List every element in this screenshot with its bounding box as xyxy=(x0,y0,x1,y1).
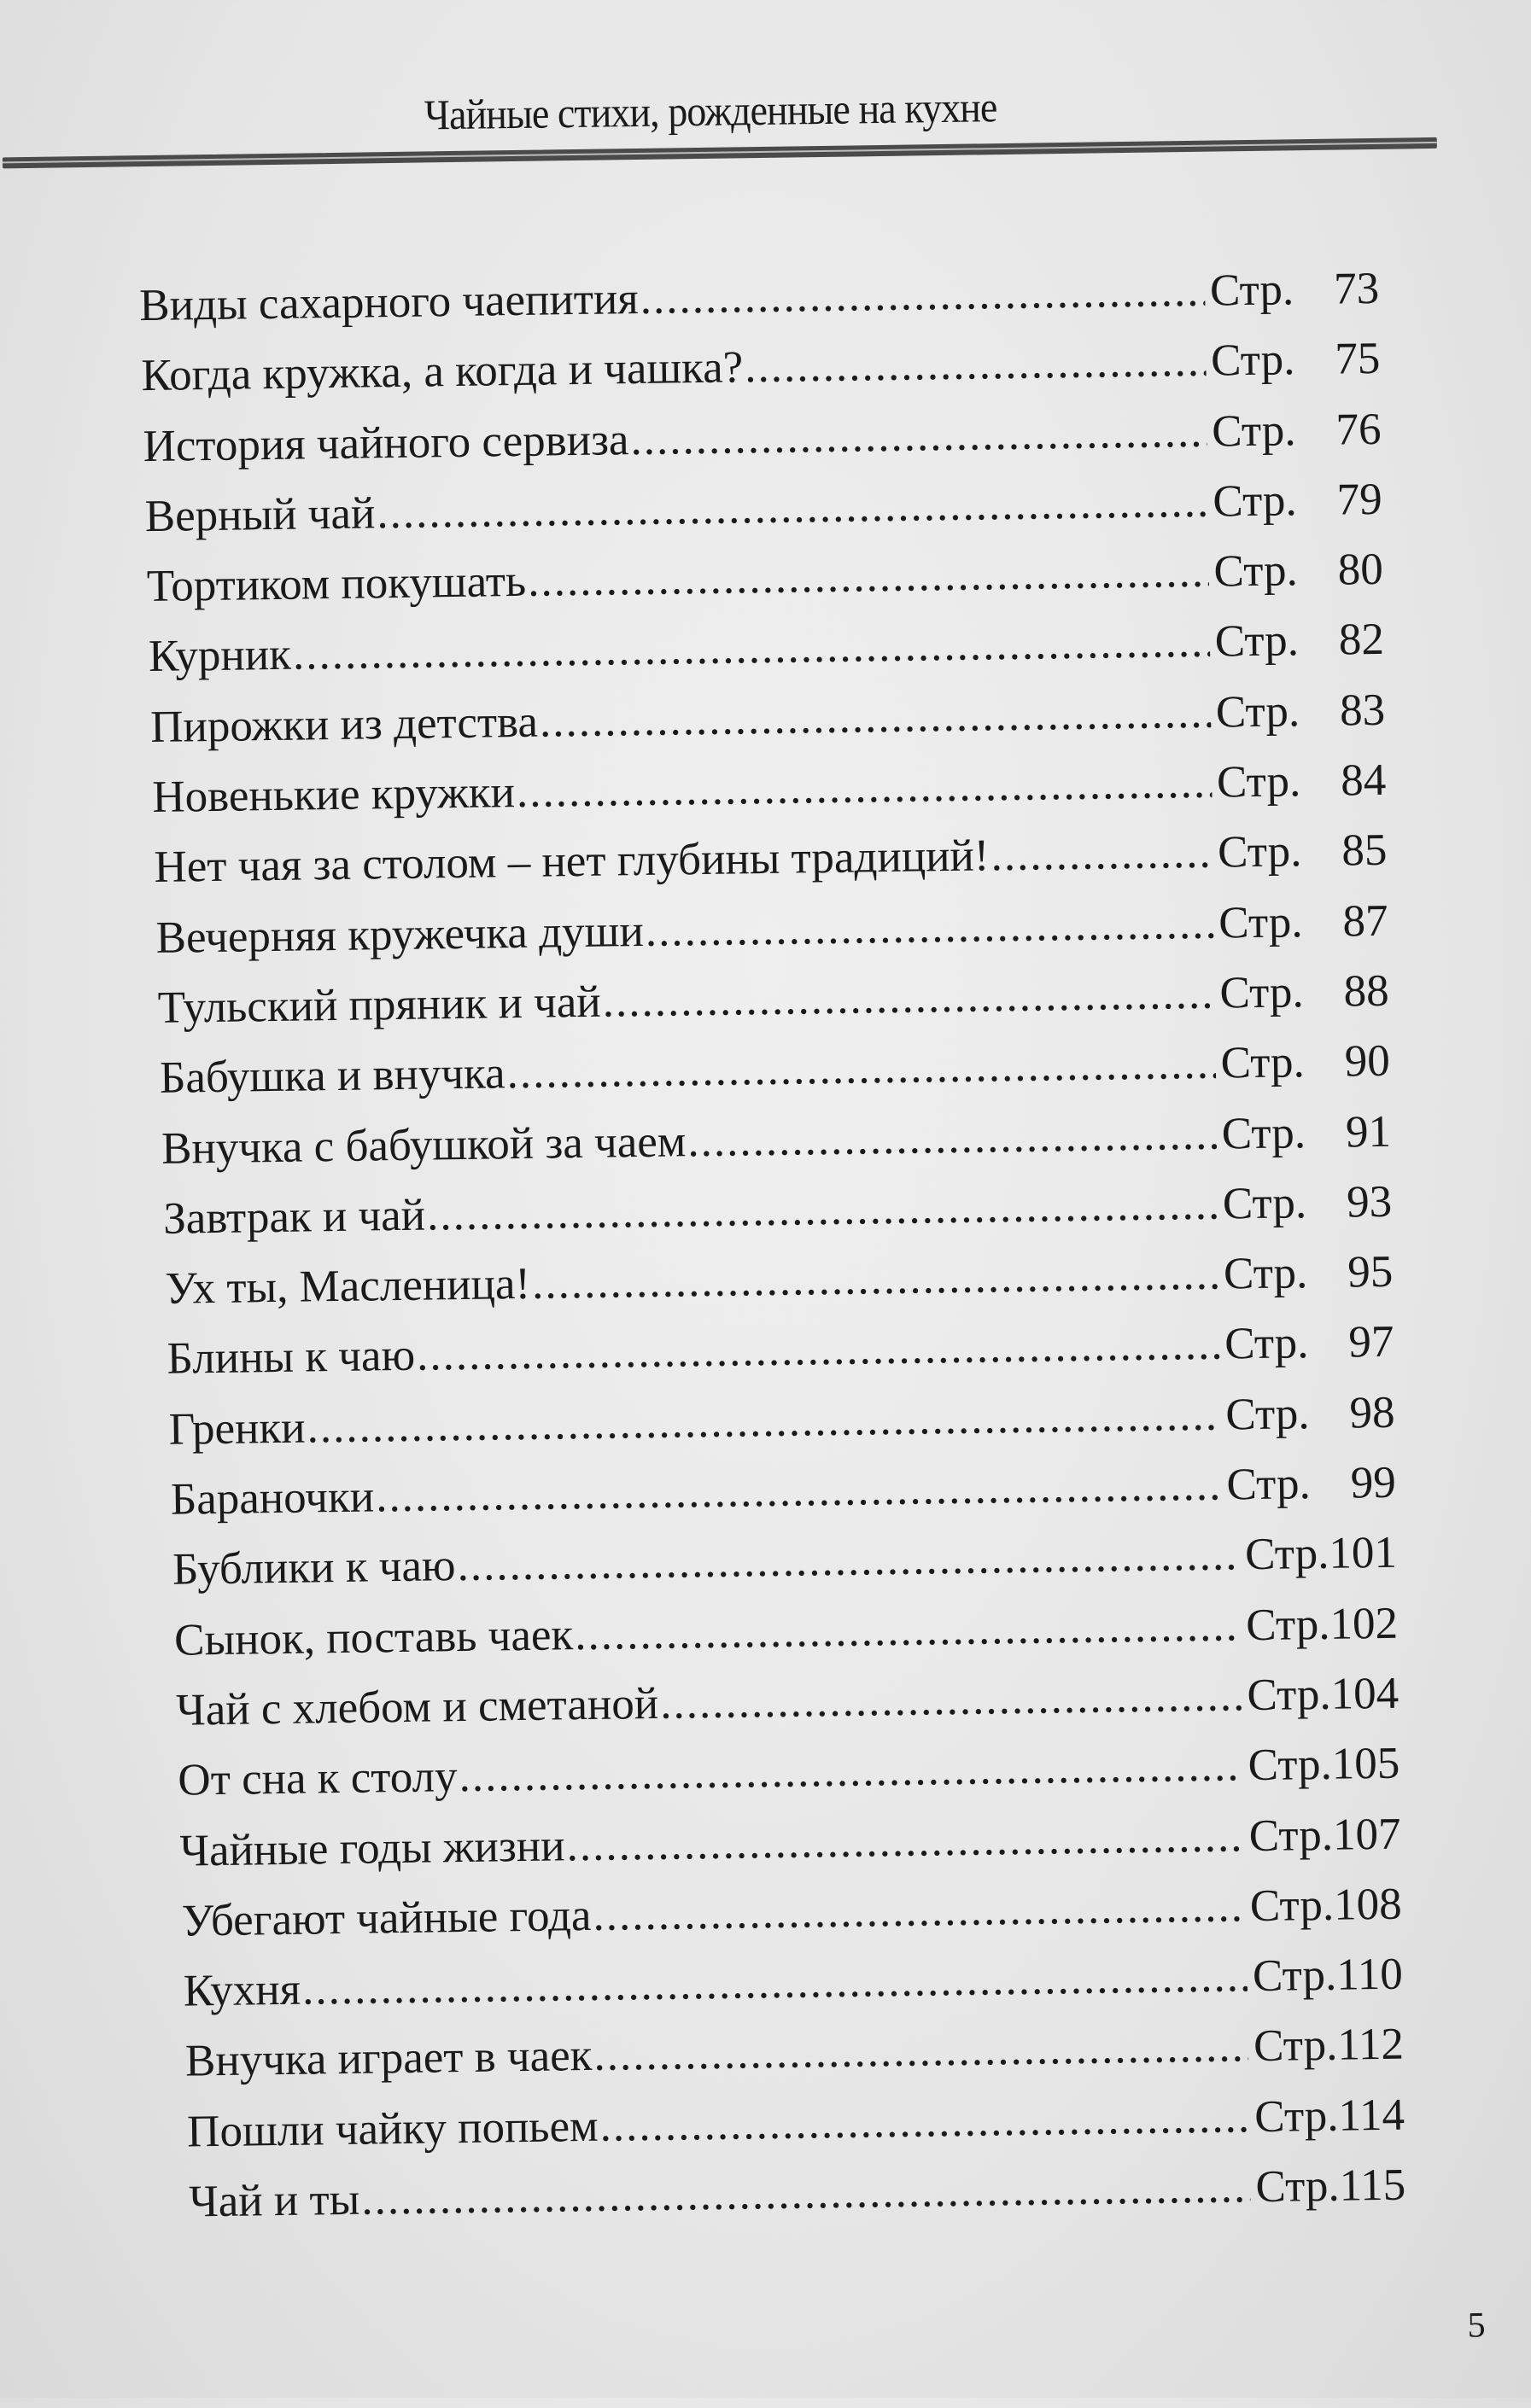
dot-leader xyxy=(599,2091,1250,2152)
toc-page-label: Стр. xyxy=(1216,756,1301,808)
dot-leader xyxy=(539,686,1211,747)
dot-leader xyxy=(660,1670,1242,1729)
dot-leader xyxy=(630,405,1207,464)
toc-entry-title: Виды сахарного чаепития xyxy=(138,273,640,331)
toc-page-label: Стр. xyxy=(1219,967,1305,1018)
toc-entry-title: Тульский пряник и чай xyxy=(157,977,602,1033)
dot-leader xyxy=(516,757,1212,818)
toc-page-label: Стр. xyxy=(1249,1880,1335,1931)
dot-leader xyxy=(528,546,1209,607)
toc-page-label: Стр. xyxy=(1217,826,1302,877)
toc-page-number: 91 xyxy=(1345,1106,1392,1157)
toc-entry-title: Чай и ты xyxy=(188,2174,360,2227)
toc-page-label: Стр. xyxy=(1247,1669,1332,1721)
toc-entry-title: Вечерняя кружечка души xyxy=(155,906,645,963)
dot-leader xyxy=(417,1319,1220,1381)
toc-entry-title: Убегают чайные года xyxy=(181,1890,592,1946)
toc-entry-title: Пирожки из детства xyxy=(149,697,539,752)
toc-page-number: 93 xyxy=(1346,1176,1393,1227)
toc-page-label: Стр. xyxy=(1222,1178,1307,1229)
toc-entry-title: Внучка с бабушкой за чаем xyxy=(161,1116,687,1174)
toc-page-label: Стр. xyxy=(1253,2090,1339,2142)
toc-page-number: 108 xyxy=(1333,1879,1403,1930)
toc-page-number: 85 xyxy=(1341,825,1388,876)
dot-leader xyxy=(645,897,1213,956)
toc-entry-title: Чайные годы жизни xyxy=(179,1820,565,1876)
toc-page-label: Стр. xyxy=(1218,896,1303,948)
dot-leader xyxy=(990,827,1213,882)
dot-leader xyxy=(459,1740,1243,1802)
page-number: 5 xyxy=(1467,2306,1486,2346)
toc-page-number: 80 xyxy=(1337,545,1384,595)
dot-leader xyxy=(566,1810,1244,1871)
toc-page-label: Стр. xyxy=(1248,1740,1333,1791)
dot-leader xyxy=(745,335,1207,394)
toc-page-label: Стр. xyxy=(1252,1950,1337,2002)
running-header: Чайные стихи, рожденные на кухне xyxy=(424,83,997,139)
toc-page-number: 83 xyxy=(1339,685,1386,736)
dot-leader xyxy=(506,1038,1216,1099)
toc-entry-title: Кухня xyxy=(183,1964,301,2016)
toc-entry-title: Гренки xyxy=(168,1402,306,1455)
toc-page-number: 82 xyxy=(1338,615,1385,666)
toc-page-label: Стр. xyxy=(1248,1810,1334,1861)
toc-entry-title: История чайного сервиза xyxy=(143,414,629,471)
toc-page-number: 98 xyxy=(1349,1387,1395,1438)
dot-leader xyxy=(575,1600,1242,1660)
toc-page-label: Стр. xyxy=(1223,1248,1308,1299)
toc-page-number: 105 xyxy=(1331,1738,1400,1790)
toc-page-number: 110 xyxy=(1335,1949,1404,2000)
toc-page-label: Стр. xyxy=(1255,2160,1341,2213)
toc-page-number: 76 xyxy=(1335,404,1382,455)
toc-entry-title: Новенькие кружки xyxy=(151,767,516,823)
toc-page-number: 84 xyxy=(1340,755,1387,806)
toc-page-label: Стр. xyxy=(1224,1388,1310,1440)
toc-entry-title: Чай с хлебом и сметаной xyxy=(175,1678,659,1735)
toc-page-number: 79 xyxy=(1336,474,1383,525)
dot-leader xyxy=(640,265,1205,324)
toc-entry-title: От сна к столу xyxy=(178,1752,458,1805)
dot-leader xyxy=(377,476,1208,539)
toc-page-number: 115 xyxy=(1339,2160,1406,2211)
dot-leader xyxy=(593,2021,1249,2082)
dot-leader xyxy=(687,1108,1217,1167)
toc-entry-title: Завтрак и чай xyxy=(162,1190,426,1244)
toc-page-label: Стр. xyxy=(1213,545,1299,597)
toc-entry-title: Тортиком покушать xyxy=(146,557,527,612)
toc-entry-title: Внучка играет в чаек xyxy=(184,2031,593,2087)
toc-page-label: Стр. xyxy=(1224,1318,1309,1369)
dot-leader xyxy=(376,1460,1222,1523)
toc-page-number: 104 xyxy=(1330,1668,1400,1719)
toc-page-number: 75 xyxy=(1334,334,1381,384)
toc-page-label: Стр. xyxy=(1211,405,1296,457)
toc-page-label: Стр. xyxy=(1220,1037,1306,1088)
toc-entry-title: Сынок, поставь чаек xyxy=(173,1609,574,1665)
toc-page-number: 97 xyxy=(1348,1317,1394,1367)
dot-leader xyxy=(532,1249,1219,1309)
toc-page-label: Стр. xyxy=(1209,265,1294,316)
toc-page-label: Стр. xyxy=(1226,1459,1312,1510)
toc-page-label: Стр. xyxy=(1214,615,1300,668)
toc-entry-title: Бублики к чаю xyxy=(172,1541,456,1595)
dot-leader xyxy=(602,968,1215,1028)
toc-page-label: Стр. xyxy=(1245,1599,1330,1650)
toc-page-number: 90 xyxy=(1344,1036,1391,1087)
toc-page-label: Стр. xyxy=(1215,685,1300,738)
toc-entry-title: Блины к чаю xyxy=(167,1331,416,1385)
toc-page-number: 87 xyxy=(1342,895,1388,947)
toc-page-number: 107 xyxy=(1332,1809,1401,1860)
toc-page-label: Стр. xyxy=(1253,2020,1338,2072)
toc-page-label: Стр. xyxy=(1210,335,1295,386)
toc-entry-title: Когда кружка, а когда и чашка? xyxy=(141,342,744,401)
toc-entry-title: Бараночки xyxy=(170,1472,375,1525)
dot-leader xyxy=(427,1178,1218,1240)
toc-entry-title: Пошли чайку попьем xyxy=(186,2101,599,2157)
toc-page-label: Стр. xyxy=(1244,1529,1329,1580)
toc-page-number: 73 xyxy=(1333,263,1380,314)
toc-entry-title: Нет чая за столом – нет глубины традиций! xyxy=(154,831,990,893)
dot-leader xyxy=(457,1530,1241,1592)
toc-entry-title: Бабушка и внучка xyxy=(159,1048,505,1104)
table-of-contents xyxy=(139,263,1406,2247)
toc-page-label: Стр. xyxy=(1213,475,1298,527)
toc-page-number: 99 xyxy=(1350,1457,1397,1508)
toc-page-number: 114 xyxy=(1338,2090,1405,2141)
toc-entry-title: Верный чай xyxy=(144,488,376,541)
toc-page-number: 102 xyxy=(1329,1598,1399,1649)
toc-page-number: 112 xyxy=(1336,2020,1405,2071)
toc-entry-title: Курник xyxy=(148,630,292,682)
toc-page-label: Стр. xyxy=(1221,1107,1306,1159)
toc-page-number: 88 xyxy=(1343,965,1390,1017)
toc-entry-title: Ух ты, Масленица! xyxy=(164,1259,531,1314)
toc-page-number: 95 xyxy=(1347,1246,1394,1297)
toc-page-number: 101 xyxy=(1328,1528,1398,1579)
dot-leader xyxy=(593,1880,1245,1941)
